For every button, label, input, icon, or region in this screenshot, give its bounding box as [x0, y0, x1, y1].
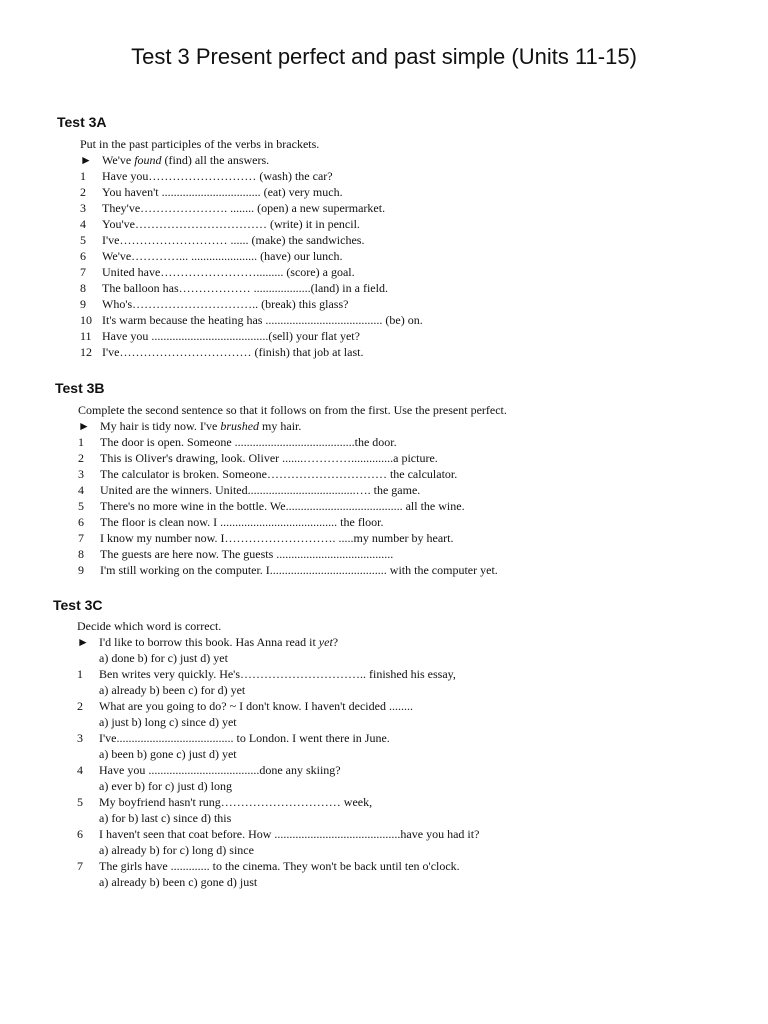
- question-text: They've…………………. ........ (open) a new supermarket.: [102, 201, 386, 215]
- instruction: Put in the past participles of the verbs in brackets.: [80, 137, 320, 151]
- question-item: [78, 498, 507, 514]
- question-number: 3: [78, 467, 84, 481]
- example-line: [78, 418, 507, 434]
- answer-options: a) for b) last c) since d) this: [99, 811, 232, 825]
- example-answer: found: [134, 153, 162, 167]
- question-number: 12: [80, 345, 92, 359]
- question-item: [78, 530, 507, 546]
- question-text: I've……………………… ...... (make) the sandwiches.: [102, 233, 365, 247]
- test-3c-heading: Test 3C: [53, 597, 103, 613]
- test-3b-heading: Test 3B: [55, 380, 105, 396]
- question-item: [80, 264, 423, 280]
- question-text: United have……………………......... (score) a goal.: [102, 265, 355, 279]
- question-item: [80, 232, 423, 248]
- question-text: The floor is clean now. I ....................................... the floor.: [100, 515, 384, 529]
- question-number: 3: [77, 731, 83, 745]
- question-item: [78, 482, 507, 498]
- example-line: [77, 634, 479, 650]
- question-item: [77, 826, 479, 842]
- question-item: [80, 184, 423, 200]
- question-item: [77, 698, 479, 714]
- example-text: We've: [102, 153, 135, 167]
- example-text: My hair is tidy now. I've: [100, 419, 221, 433]
- question-number: 4: [77, 763, 83, 777]
- question-number: 9: [80, 297, 86, 311]
- question-number: 7: [77, 859, 83, 873]
- question-text: I know my number now. I………………………. .....my number by heart.: [100, 531, 454, 545]
- question-item: [78, 546, 507, 562]
- example-text-end: ?: [332, 635, 339, 649]
- example-line: [80, 152, 423, 168]
- question-item: [80, 312, 423, 328]
- question-item: [80, 344, 423, 360]
- question-item: [80, 296, 423, 312]
- question-number: 1: [77, 667, 83, 681]
- question-number: 4: [78, 483, 84, 497]
- question-item: [78, 514, 507, 530]
- question-number: 2: [80, 185, 86, 199]
- example-marker: ►: [77, 635, 89, 649]
- question-text: Have you .....................................done any skiing?: [99, 763, 341, 777]
- test-3a-heading: Test 3A: [57, 114, 107, 130]
- question-number: 5: [80, 233, 86, 247]
- question-item: [78, 434, 507, 450]
- question-item: [77, 762, 479, 778]
- answer-options: a) been b) gone c) just d) yet: [99, 747, 237, 761]
- question-item: [80, 216, 423, 232]
- question-item: [80, 200, 423, 216]
- answer-options: a) already b) been c) gone d) just: [99, 875, 258, 889]
- question-item: [80, 248, 423, 264]
- question-item: [78, 450, 507, 466]
- question-number: 8: [78, 547, 84, 561]
- question-text: It's warm because the heating has ....................................... (be) on.: [102, 313, 423, 327]
- question-number: 7: [80, 265, 86, 279]
- question-item: [80, 280, 423, 296]
- question-text: The door is open. Someone ........................................the door.: [100, 435, 397, 449]
- question-number: 2: [77, 699, 83, 713]
- question-number: 9: [78, 563, 84, 577]
- question-text: The calculator is broken. Someone………………………… the calculator.: [100, 467, 458, 481]
- question-text: I've…………………………… (finish) that job at last.: [102, 345, 364, 359]
- question-text: I haven't seen that coat before. How ..........................................have you had it?: [99, 827, 480, 841]
- question-text: I've....................................... to London. I went there in June.: [99, 731, 390, 745]
- question-number: 1: [80, 169, 86, 183]
- question-number: 3: [80, 201, 86, 215]
- example-options: a) done b) for c) just d) yet: [99, 651, 228, 665]
- question-number: 1: [78, 435, 84, 449]
- example-answer: yet: [318, 635, 333, 649]
- question-item: [77, 730, 479, 746]
- question-number: 6: [78, 515, 84, 529]
- question-text: We've…………... ...................... (have) our lunch.: [102, 249, 343, 263]
- question-text: You haven't ................................. (eat) very much.: [102, 185, 343, 199]
- question-number: 11: [80, 329, 92, 343]
- question-item: [77, 794, 479, 810]
- question-number: 8: [80, 281, 86, 295]
- answer-options: a) ever b) for c) just d) long: [99, 779, 232, 793]
- question-item: [77, 858, 479, 874]
- question-text: You've…………………………… (write) it in pencil.: [102, 217, 360, 231]
- example-marker: ►: [78, 419, 90, 433]
- question-number: 4: [80, 217, 86, 231]
- test-3c-section: [77, 618, 479, 890]
- example-answer: brushed: [220, 419, 260, 433]
- question-number: 5: [78, 499, 84, 513]
- example-text-end: (find) all the answers.: [161, 153, 270, 167]
- question-number: 2: [78, 451, 84, 465]
- question-number: 6: [77, 827, 83, 841]
- test-3a-section: [80, 136, 423, 360]
- question-text: My boyfriend hasn't rung………………………… week,: [99, 795, 373, 809]
- question-item: [80, 168, 423, 184]
- question-text: There's no more wine in the bottle. We....................................... all the wine.: [100, 499, 465, 513]
- question-item: [78, 562, 507, 578]
- question-text: Who's………………………….. (break) this glass?: [102, 297, 349, 311]
- question-text: The girls have ............. to the cinema. They won't be back until ten o'clock.: [99, 859, 460, 873]
- test-3b-section: [78, 402, 507, 578]
- question-number: 10: [80, 313, 92, 327]
- example-marker: ►: [80, 153, 92, 167]
- page-title: Test 3 Present perfect and past simple (Units 11-15): [131, 44, 637, 69]
- question-text: The balloon has……………… ...................(land) in a field.: [102, 281, 388, 295]
- answer-options: a) already b) been c) for d) yet: [99, 683, 246, 697]
- question-item: [80, 328, 423, 344]
- question-text: I'm still working on the computer. I....................................... with the computer yet.: [100, 563, 498, 577]
- question-text: This is Oliver's drawing, look. Oliver .......…………..............a picture.: [100, 451, 438, 465]
- answer-options: a) already b) for c) long d) since: [99, 843, 254, 857]
- answer-options: a) just b) long c) since d) yet: [99, 715, 237, 729]
- question-item: [77, 666, 479, 682]
- instruction: Complete the second sentence so that it follows on from the first. Use the present perfect.: [78, 403, 507, 417]
- question-text: Have you……………………… (wash) the car?: [102, 169, 333, 183]
- question-item: [78, 466, 507, 482]
- question-text: What are you going to do? ~ I don't know. I haven't decided ........: [99, 699, 413, 713]
- question-text: Ben writes very quickly. He's………………………….. finished his essay,: [99, 667, 456, 681]
- question-text: United are the winners. United....................................…. the game.: [100, 483, 421, 497]
- instruction: Decide which word is correct.: [77, 619, 222, 633]
- example-text-end: my hair.: [259, 419, 302, 433]
- question-text: The guests are here now. The guests .......................................: [100, 547, 394, 561]
- question-number: 7: [78, 531, 84, 545]
- question-text: Have you .......................................(sell) your flat yet?: [102, 329, 360, 343]
- example-text: I'd like to borrow this book. Has Anna read it: [99, 635, 319, 649]
- question-number: 5: [77, 795, 83, 809]
- question-number: 6: [80, 249, 86, 263]
